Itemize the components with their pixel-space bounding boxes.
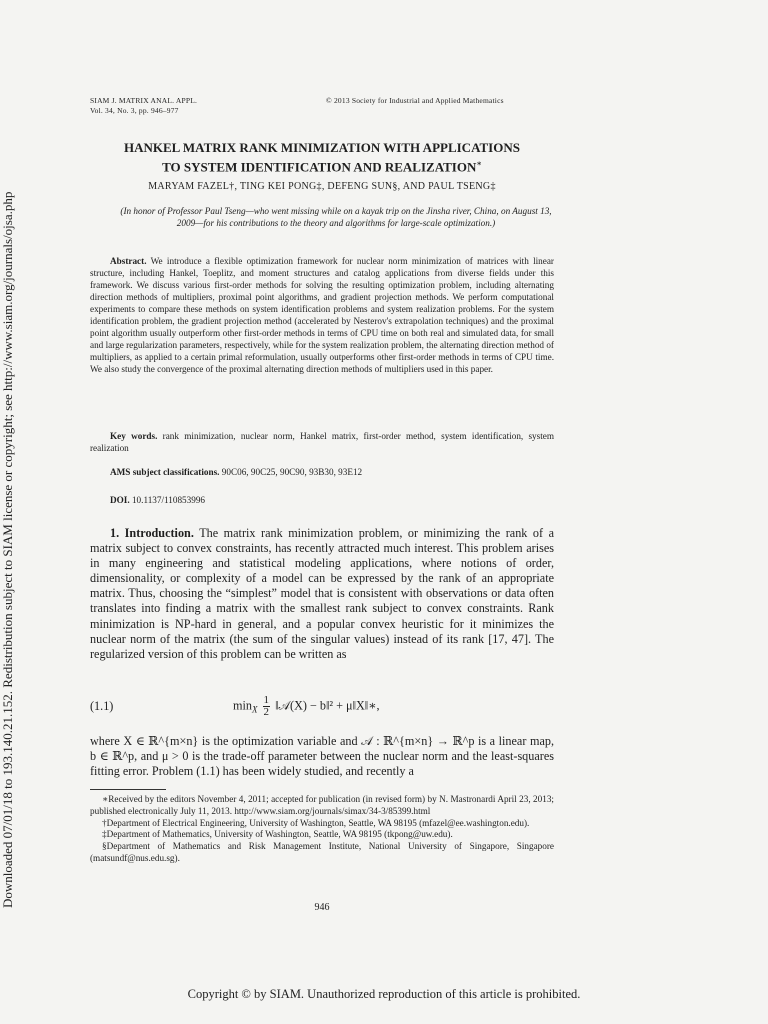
doi-link[interactable]: 10.1137/110853996	[131, 495, 206, 505]
fraction-denominator: 2	[263, 706, 270, 718]
abstract-label: Abstract.	[110, 256, 147, 266]
title-line-1: HANKEL MATRIX RANK MINIMIZATION WITH APPLICATIONS	[124, 140, 520, 155]
dedication: (In honor of Professor Paul Tseng—who went missing while on a kayak trip on the Jinsha river, China, on August 13, 2009—for his contributions to the theory and algorithms for large-scale optimization.)	[120, 206, 552, 228]
journal-name: SIAM J. MATRIX ANAL. APPL.	[90, 96, 198, 105]
author-list: MARYAM FAZEL†, TING KEI PONG‡, DEFENG SUN§, AND PAUL TSENG‡	[148, 181, 496, 192]
journal-header	[90, 96, 197, 116]
page-number: 946	[314, 902, 330, 913]
footnote-divider	[90, 789, 166, 790]
header-copyright: © 2013 Society for Industrial and Applied Mathematics	[326, 96, 504, 105]
ams-text: 90C06, 90C25, 90C90, 93B30, 93E12	[221, 467, 363, 477]
doi	[110, 495, 205, 505]
abstract-text: We introduce a flexible optimization framework for nuclear norm minimization of matrices with linear structure, including Hankel, Toeplitz, and moment structures and catalog applications from diverse fields under this framework. We discuss various first-order methods for solving the resulting optimization problem, including alternating direction methods of multipliers, proximal point algorithms, and gradient projection methods. We perform computational experiments to compare these methods on system identification problems and system realization problems. For the system identification problem, the gradient projection method (accelerated by Nesterov's extrapolation techniques) and the proximal point algorithm usually outperform other first-order methods in terms of CPU time on both real and simulated data, for small and large regularization parameters, respectively, while for the system realization problem, the alternating direction method of multipliers, as applied to a certain primal reformulation, usually outperforms other first-order methods in terms of CPU time. We also study the convergence of the proximal alternating direction methods of multipliers used in this paper.	[90, 256, 554, 375]
footnote-sun: §Department of Mathematics and Risk Management Institute, National University of Singapore, Singapore (matsundf@nus.edu.sg).	[90, 841, 554, 863]
fraction-numerator: 1	[263, 694, 270, 706]
equation-label: (1.1)	[90, 699, 114, 713]
introduction-paragraph	[90, 526, 554, 662]
post-equation-text: where X ∈ ℝ^{m×n} is the optimization variable and 𝒜 : ℝ^{m×n} → ℝ^p is a linear map, b ∈ ℝ^p, and μ > 0 is the trade-off parameter between the nuclear norm and the least-squares fitting error. Problem (1.1) has been widely studied, and recently a	[90, 734, 554, 779]
keywords	[90, 430, 554, 454]
keywords-text: rank minimization, nuclear norm, Hankel matrix, first-order method, system identification, system realization	[90, 431, 555, 453]
doi-label: DOI.	[110, 495, 130, 505]
section-heading: 1. Introduction.	[110, 526, 194, 540]
article-title	[90, 140, 554, 175]
title-line-2: TO SYSTEM IDENTIFICATION AND REALIZATION	[162, 159, 477, 175]
equation-body	[233, 695, 380, 718]
download-watermark: Downloaded 07/01/18 to 193.140.21.152. Redistribution subject to SIAM license or copyright; see http://www.siam.org/journals/ojsa.php	[0, 191, 15, 908]
title-footnote-mark: ∗	[476, 159, 482, 168]
journal-volume: Vol. 34, No. 3, pp. 946–977	[90, 106, 179, 115]
footer-copyright: Copyright © by SIAM. Unauthorized reproduction of this article is prohibited.	[187, 987, 581, 1001]
equation-1-1	[90, 695, 554, 723]
equation-min: min	[233, 698, 252, 713]
introduction-text: The matrix rank minimization problem, or minimizing the rank of a matrix subject to convex constraints, has recently attracted much interest. This problem arises in many engineering and statistical modeling applications, where notions of order, dimensionality, or complexity of a model can be expressed by the rank of an appropriate matrix. Thus, choosing the “simplest” model that is consistent with observations or data often translates into finding a matrix with the smallest rank subject to convex constraints. Rank minimization is NP-hard in general, and a popular convex heuristic for it minimizes the nuclear norm of the matrix (the sum of the singular values) instead of its rank [17, 47]. The regularized version of this problem can be written as	[90, 526, 554, 661]
footnote-received: ∗Received by the editors November 4, 2011; accepted for publication (in revised form) by N. Mastronardi April 23, 2013; published electronically July 11, 2013. http://www.siam.org/journals/simax/34-3/85399.html	[90, 794, 554, 816]
ams-label: AMS subject classifications.	[110, 467, 220, 477]
equation-fraction	[263, 695, 271, 718]
keywords-label: Key words.	[110, 431, 158, 441]
ams-classifications	[110, 467, 362, 477]
footnote-pong-tseng: ‡Department of Mathematics, University of Washington, Seattle, WA 98195 (tkpong@uw.edu).	[102, 829, 453, 840]
abstract	[90, 255, 554, 375]
footnotes	[90, 794, 554, 865]
equation-min-subscript: X	[251, 704, 258, 715]
equation-expression: ‖𝒜(X) − b‖² + μ‖X‖∗,	[275, 698, 380, 713]
footnote-fazel: †Department of Electrical Engineering, University of Washington, Seattle, WA 98195 (mfazel@ee.washington.edu).	[102, 817, 530, 828]
